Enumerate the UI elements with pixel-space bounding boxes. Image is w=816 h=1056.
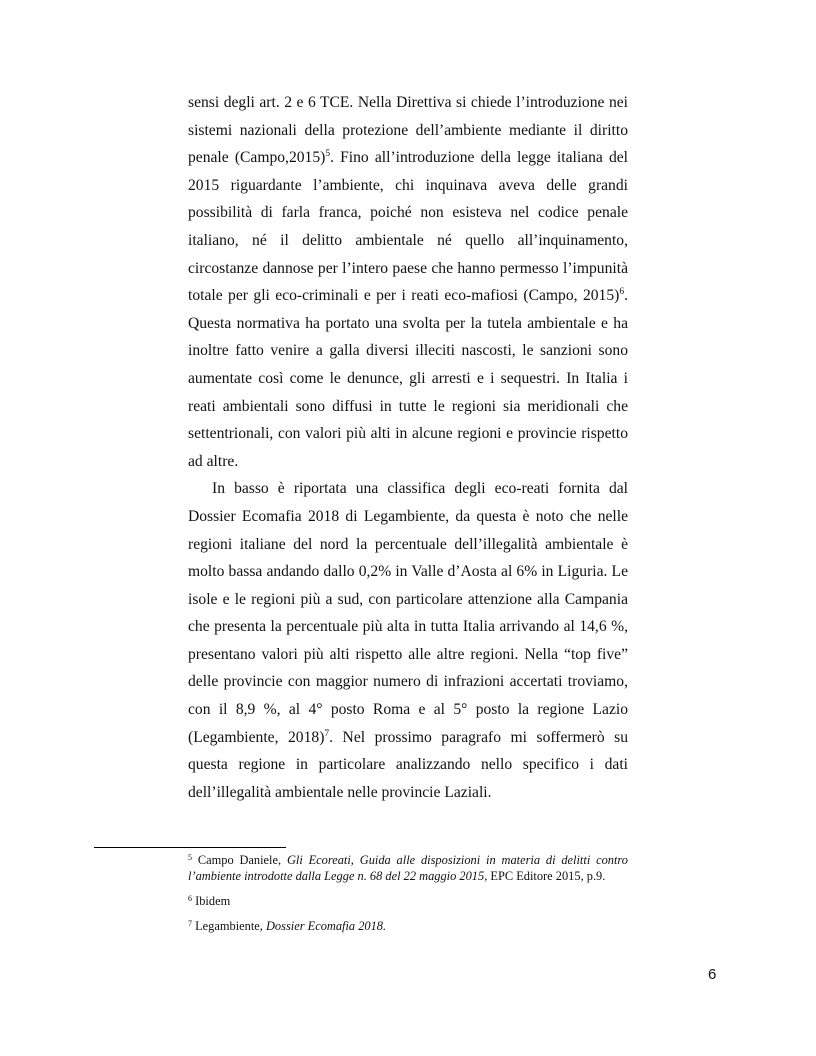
footnote-6: [188, 893, 628, 909]
footnote-author: Campo Daniele,: [197, 853, 287, 867]
paragraph-2: [188, 475, 628, 806]
paragraph-1-text-c: . Questa normativa ha portato una svolta per la tutela ambientale e ha inoltre fatto venire a galla diversi illeciti nascosti, le sanzioni sono aumentate così come le denunce, gli arresti e i sequestri. In Italia i reati ambientali sono diffusi in tutte le regioni sia meridionali che settentrionali, con valori più alti in alcune regioni e provincie rispetto ad altre.: [188, 287, 628, 470]
footnote-number: 5: [188, 853, 192, 862]
footnote-ref-6[interactable]: 6: [619, 287, 625, 298]
footnote-ref-7[interactable]: 7: [324, 728, 330, 739]
footnote-separator: [94, 847, 286, 848]
footnote-ref-5[interactable]: 5: [325, 149, 331, 160]
paragraph-1: [188, 89, 628, 475]
body-text: [188, 89, 628, 806]
footnote-5: [188, 852, 628, 884]
paragraph-1-text-b: . Fino all’introduzione della legge italiana del 2015 riguardante l’ambiente, chi inquinava aveva delle grandi possibilità di farla franca, poiché non esisteva nel codice penale italiano, né il delitto ambientale né quello all’inquinamento, circostanze dannose per l’intero paese che hanno permesso l’impunità totale per gli eco-criminali e per i reati eco-mafiosi (Campo, 2015): [188, 149, 628, 305]
paragraph-2-text-b: . Nel prossimo paragrafo mi soffermerò su questa regione in particolare analizzando nello specifico i dati dell’illegalità ambientale nelle provincie Laziali.: [188, 728, 629, 801]
footnote-text: Ibidem: [195, 894, 231, 908]
footnote-title: Dossier Ecomafia 2018.: [265, 919, 387, 933]
footnote-number: 6: [188, 894, 192, 903]
page-number: 6: [708, 966, 717, 983]
paragraph-2-text-a: In basso è riportata una classifica degli eco-reati fornita dal Dossier Ecomafia 2018 di Legambiente, da questa è noto che nelle regioni italiane del nord la percentuale dell’illegalità ambientale è molto bassa andando dallo 0,2% in Valle d’Aosta al 6% in Liguria. Le isole e le regioni più a sud, con particolare attenzione alla Campania che presenta la percentuale più alta in tutta Italia arrivando al 14,6 %, presentano valori più alti rispetto alle altre regioni. Nella “top five” delle provincie con maggior numero di infrazioni accertati troviamo, con il 8,9 %, al 4° posto Roma e al 5° posto la regione Lazio (Legambiente, 2018): [188, 480, 628, 746]
paragraph-1-text-a: sensi degli art. 2 e 6 TCE. Nella Direttiva si chiede l’introduzione nei sistemi nazionali della protezione dell’ambiente mediante il diritto penale (Campo,2015): [188, 94, 628, 167]
footnote-7: [188, 918, 628, 934]
footnote-title: Gli Ecoreati, Guida alle disposizioni in materia di delitti contro l’ambiente introdotte dalla Legge n. 68 del 22 maggio 2015,: [188, 853, 628, 883]
footnote-publisher: EPC Editore 2015, p.9.: [487, 869, 606, 883]
footnote-number: 7: [188, 919, 192, 928]
footnote-author: Legambiente,: [195, 919, 266, 933]
footnotes: [188, 852, 628, 943]
